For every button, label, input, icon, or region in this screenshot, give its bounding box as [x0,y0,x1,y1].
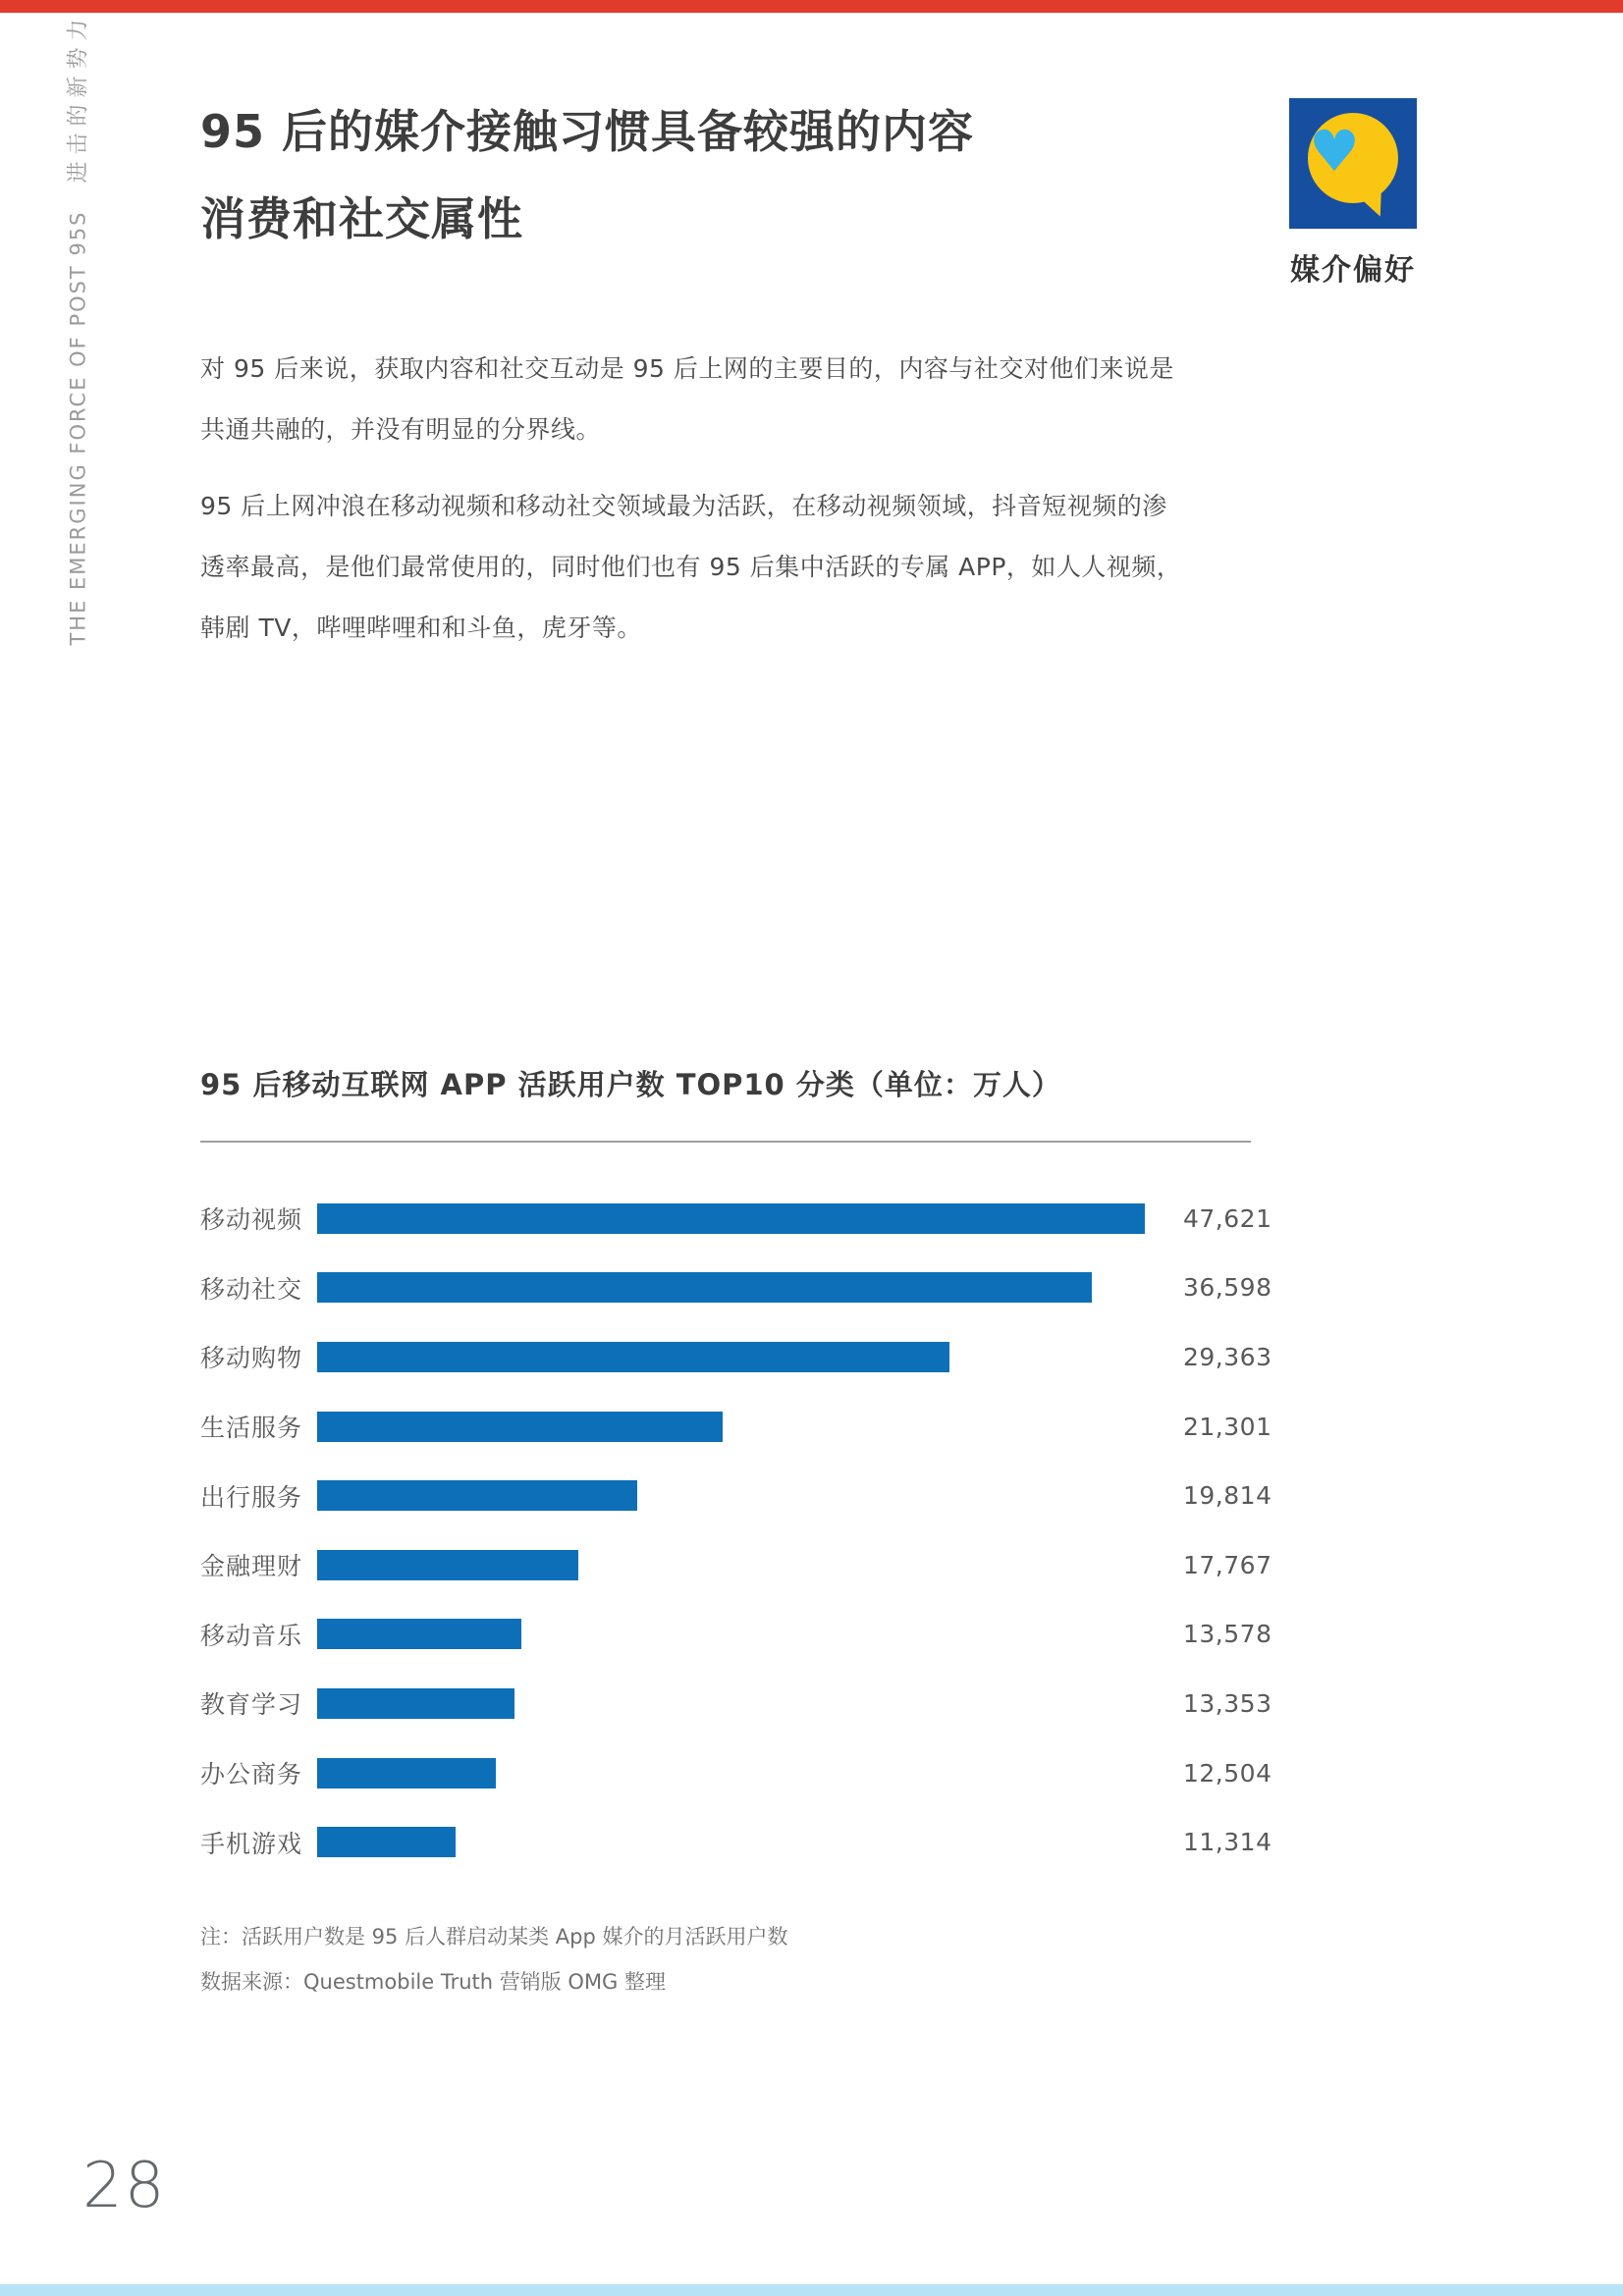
chart-category-label: 移动视频 [200,1205,303,1235]
chart-row [200,1184,1272,1254]
chart-row [200,1461,1272,1530]
bottom-blue-strip [0,2284,1623,2296]
paragraph-1 [200,339,1174,460]
chart-bar-track [317,1412,1145,1442]
chart-value-label: 47,621 [1183,1203,1272,1233]
chart-row [200,1322,1272,1392]
chart-category-label: 移动社交 [200,1274,303,1304]
paragraph-2 [200,476,1181,659]
chart-category-label: 移动购物 [200,1344,303,1373]
chart-bar-track [317,1827,1145,1857]
chart-value-label: 21,301 [1183,1412,1272,1441]
badge-label: 媒介偏好 [1290,253,1416,288]
heart-icon: ♥ [1309,118,1360,185]
page-title [200,88,974,263]
chart-divider [200,1141,1251,1143]
chart-row [200,1254,1272,1323]
chart-bar [317,1480,637,1511]
paragraph-line: 共通共融的，并没有明显的分界线。 [200,415,602,444]
chart-bar-track [317,1342,1145,1372]
chart-value-label: 13,353 [1183,1688,1272,1718]
note-line: 注：活跃用户数是 95 后人群启动某类 App 媒介的月活跃用户数 [200,1925,788,1949]
chart-title: 95 后移动互联网 APP 活跃用户数 TOP10 分类（单位：万人） [200,1068,1061,1101]
chart-category-label: 金融理财 [200,1552,303,1581]
chart-category-label: 办公商务 [200,1760,303,1789]
chart-bar-track [317,1619,1145,1649]
media-preference-badge [1289,98,1417,289]
chart-row [200,1600,1272,1670]
paragraph-line: 透率最高，是他们最常使用的，同时他们也有 95 后集中活跃的专属 APP，如人人视频， [200,553,1182,581]
chart-bar [317,1272,1092,1303]
chart-bar [317,1688,514,1719]
chart-bar [317,1342,949,1372]
bar-chart [200,1184,1272,1877]
chart-row [200,1392,1272,1462]
chart-bar-track [317,1550,1145,1580]
chart-category-label: 生活服务 [200,1414,303,1443]
chart-value-label: 29,363 [1183,1342,1272,1371]
chart-category-label: 移动音乐 [200,1621,303,1650]
note-line: 数据来源：Questmobile Truth 营销版 OMG 整理 [200,1970,667,1994]
sidebar-vertical-text [62,12,92,645]
paragraph-line: 韩剧 TV，哔哩哔哩和和斗鱼，虎牙等。 [200,614,642,642]
chart-value-label: 11,314 [1183,1828,1272,1857]
chart-bar-track [317,1272,1145,1303]
chart-notes [200,1914,787,2004]
chart-bar [317,1827,456,1857]
badge-square [1289,98,1417,229]
chart-value-label: 13,578 [1183,1620,1272,1649]
chart-value-label: 12,504 [1183,1758,1272,1788]
paragraph-line: 95 后上网冲浪在移动视频和移动社交领域最为活跃，在移动视频领域，抖音短视频的渗 [200,492,1167,520]
chart-bar-track [317,1758,1145,1789]
chart-bar-track [317,1480,1145,1511]
chart-row [200,1807,1272,1877]
chart-bar-track [317,1688,1145,1719]
chart-bar [317,1412,723,1442]
page-title-line1: 95 后的媒介接触习惯具备较强的内容 [200,105,975,158]
sidebar-text-en: THE EMERGING FORCE OF POST 95S [66,210,90,646]
chart-bar [317,1758,496,1789]
chart-row [200,1530,1272,1600]
page-number: 28 [82,2150,167,2222]
chart-value-label: 36,598 [1183,1273,1272,1303]
chart-value-label: 19,814 [1183,1481,1272,1511]
page-title-line2: 消费和社交属性 [200,192,523,245]
chart-bar [317,1550,578,1580]
chart-row [200,1669,1272,1738]
chart-bar-track [317,1203,1145,1234]
chart-row [200,1738,1272,1808]
sidebar-text-cn: 进击的新势力 [66,12,91,184]
chart-category-label: 手机游戏 [200,1829,303,1858]
top-red-strip [0,0,1623,13]
chart-category-label: 教育学习 [200,1690,303,1720]
paragraph-line: 对 95 后来说，获取内容和社交互动是 95 后上网的主要目的，内容与社交对他们来说是 [200,354,1174,383]
chart-bar [317,1203,1145,1234]
chart-value-label: 17,767 [1183,1550,1272,1579]
chart-bar [317,1619,521,1649]
chart-category-label: 出行服务 [200,1482,303,1512]
